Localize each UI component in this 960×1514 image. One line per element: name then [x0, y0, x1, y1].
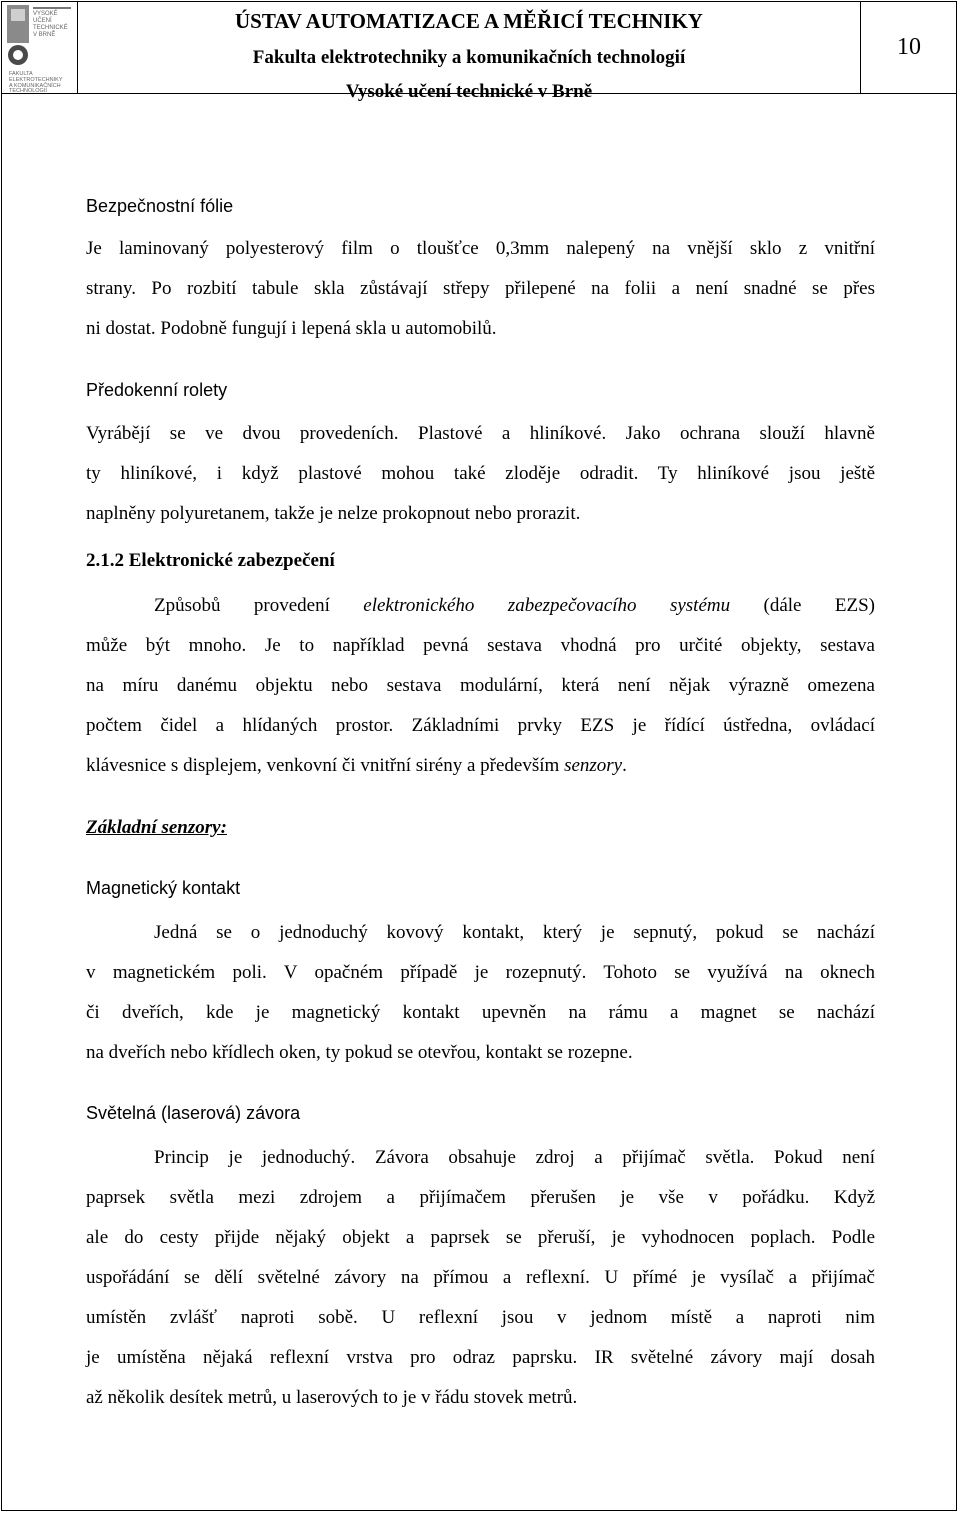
paragraph-line: počtem čidel a hlídaných prostor. Základními prvky EZS je řídící ústředna, ovládací: [86, 715, 875, 736]
paragraph-line: na míru danému objektu nebo sestava modulární, která není nějak výrazně omezena: [86, 675, 875, 696]
logo-text-bottom-1: FAKULTA: [9, 71, 33, 77]
paragraph-line: Princip je jednoduchý. Závora obsahuje zdroj a přijímač světla. Pokud není: [154, 1147, 875, 1168]
text-span: (dále EZS): [730, 595, 875, 616]
paragraph-line: na dveřích nebo křídlech oken, ty pokud se otevřou, kontakt se rozepne.: [86, 1042, 633, 1063]
university-title: Vysoké učení technické v Brně: [345, 81, 593, 102]
paragraph-line-ezs-first: [154, 595, 875, 617]
heading-elektronicke-zabezpeceni: 2.1.2 Elektronické zabezpečení: [86, 550, 335, 571]
logo-block-inner: [11, 9, 25, 21]
paragraph-line: umístěn zvlášť naproti sobě. U reflexní jsou v jednom místě a naproti nim: [86, 1307, 875, 1328]
paragraph-line: může být mnoho. Je to například pevná sestava vhodná pro určité objekty, sestava: [86, 635, 875, 656]
logo-text-top-2: UČENÍ: [33, 18, 52, 24]
italic-term: elektronického zabezpečovacího systému: [363, 595, 731, 616]
page-header: [1, 1, 957, 102]
text-span: klávesnice s displejem, venkovní či vnitřní sirény a především: [86, 755, 565, 776]
paragraph-line: ty hliníkové, i když plastové mohou také zloděje odradit. Ty hliníkové jsou ještě: [86, 463, 875, 484]
paragraph-line: je umístěna nějaká reflexní vrstva pro odraz paprsku. IR světelné závory mají dosah: [86, 1347, 875, 1368]
paragraph-line: Jedná se o jednoduchý kovový kontakt, který je sepnutý, pokud se nachází: [154, 922, 875, 943]
header-title-block: [77, 1, 861, 102]
heading-bezpecnostni-folie: Bezpečnostní fólie: [86, 196, 234, 216]
heading-predokenni-rolety: Předokenní rolety: [86, 380, 228, 400]
paragraph-line: ale do cesty přijde nějaký objekt a paprsek se přeruší, je vyhodnocen poplach. Podle: [86, 1227, 875, 1248]
paragraph-line: naplněny polyuretanem, takže je nelze prokopnout nebo prorazit.: [86, 503, 581, 524]
logo-text-top-1: VYSOKÉ: [33, 11, 58, 17]
logo-text-bottom-2: ELEKTROTECHNIKY: [9, 77, 63, 83]
page-number: 10: [897, 33, 921, 60]
paragraph-line-ezs-last: [86, 755, 627, 777]
logo-seal-inner: [13, 50, 23, 60]
paragraph-line: v magnetickém poli. V opačném případě je rozepnutý. Tohoto se využívá na oknech: [86, 962, 875, 983]
paragraph-line: strany. Po rozbití tabule skla zůstávají střepy přilepené na folii a není snadné se přes: [86, 278, 875, 299]
logo-text-bottom-3: A KOMUNIKAČNÍCH: [9, 83, 61, 89]
paragraph-line: paprsek světla mezi zdrojem a přijímačem přerušen je vše v pořádku. Když: [86, 1187, 875, 1208]
paragraph-line: či dveřích, kde je magnetický kontakt upevněn na rámu a magnet se nachází: [86, 1002, 875, 1023]
paragraph-line: Je laminovaný polyesterový film o tloušťce 0,3mm nalepený na vnější sklo z vnitřní: [86, 238, 875, 259]
logo-text-top-4: V BRNĚ: [33, 32, 56, 38]
paragraph-line: až několik desítek metrů, u laserových to je v řádu stovek metrů.: [86, 1387, 578, 1408]
text-span: Způsobů provedení: [154, 595, 364, 616]
logo-text-top-3: TECHNICKÉ: [33, 25, 68, 31]
logo-line: [33, 7, 71, 9]
paragraph-line: ni dostat. Podobně fungují i lepená skla u automobilů.: [86, 318, 497, 339]
paragraph-line: Vyrábějí se ve dvou provedeních. Plastové a hliníkové. Jako ochrana slouží hlavně: [86, 423, 875, 444]
faculty-title: Fakulta elektrotechniky a komunikačních technologií: [252, 47, 686, 68]
text-span: .: [622, 755, 627, 776]
paragraph-line: uspořádání se dělí světelné závory na přímou a reflexní. U přímé je vysílač a přijímač: [86, 1267, 875, 1288]
heading-zakladni-senzory: Základní senzory:: [86, 817, 227, 838]
heading-magneticky-kontakt: Magnetický kontakt: [86, 878, 241, 898]
italic-term: senzory: [564, 755, 623, 776]
university-logo: [1, 1, 77, 93]
institute-title: ÚSTAV AUTOMATIZACE A MĚŘICÍ TECHNIKY: [235, 9, 703, 33]
heading-svetelna-zavora: Světelná (laserová) závora: [86, 1103, 301, 1123]
logo-text-bottom-4: TECHNOLOGIÍ: [9, 88, 47, 93]
university-logo-graphic: [1, 1, 77, 93]
